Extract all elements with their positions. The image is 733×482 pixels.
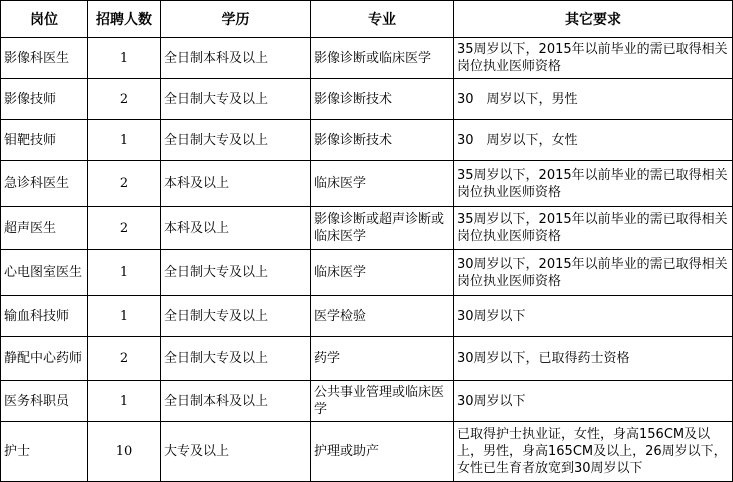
cell-major: 护理或助产: [311, 422, 454, 482]
header-count: 招聘人数: [88, 1, 161, 38]
cell-requirements: 35周岁以下，2015年以前毕业的需已取得相关岗位执业医师资格: [454, 38, 733, 79]
cell-count: 2: [88, 337, 161, 381]
cell-position: 医务科职员: [1, 381, 88, 422]
cell-count: 1: [88, 120, 161, 161]
cell-requirements: 30 周岁以下，女性: [454, 120, 733, 161]
cell-position: 影像技师: [1, 79, 88, 120]
header-requirements: 其它要求: [454, 1, 733, 38]
cell-education: 全日制大专及以上: [161, 79, 311, 120]
cell-position: 心电图室医生: [1, 250, 88, 296]
cell-education: 大专及以上: [161, 422, 311, 482]
cell-major: 临床医学: [311, 161, 454, 207]
cell-major: 药学: [311, 337, 454, 381]
table-row: [1, 250, 733, 296]
table-header-row: [1, 1, 733, 38]
cell-education: 全日制大专及以上: [161, 250, 311, 296]
cell-position: 超声医生: [1, 207, 88, 250]
cell-requirements: 30周岁以下: [454, 381, 733, 422]
table-row: [1, 296, 733, 337]
cell-education: 本科及以上: [161, 161, 311, 207]
cell-major: 影像诊断技术: [311, 120, 454, 161]
cell-major: 影像诊断或临床医学: [311, 38, 454, 79]
table-row: [1, 337, 733, 381]
cell-requirements: 35周岁以下，2015年以前毕业的需已取得相关岗位执业医师资格: [454, 207, 733, 250]
cell-position: 输血科技师: [1, 296, 88, 337]
table-row: [1, 422, 733, 482]
cell-major: 影像诊断或超声诊断或临床医学: [311, 207, 454, 250]
cell-requirements: 已取得护士执业证，女性，身高156CM及以上，男性，身高165CM及以上，26周岁以下，女性已生育者放宽到30周岁以下: [454, 422, 733, 482]
cell-requirements: 30周岁以下，2015年以前毕业的需已取得相关岗位执业医师资格: [454, 250, 733, 296]
cell-count: 1: [88, 381, 161, 422]
cell-education: 全日制本科及以上: [161, 381, 311, 422]
cell-major: 影像诊断技术: [311, 79, 454, 120]
table-row: [1, 38, 733, 79]
cell-major: 公共事业管理或临床医学: [311, 381, 454, 422]
table-row: [1, 207, 733, 250]
cell-major: 医学检验: [311, 296, 454, 337]
cell-education: 全日制本科及以上: [161, 38, 311, 79]
table-row: [1, 120, 733, 161]
cell-requirements: 30 周岁以下，男性: [454, 79, 733, 120]
cell-position: 护士: [1, 422, 88, 482]
cell-count: 1: [88, 38, 161, 79]
cell-education: 全日制大专及以上: [161, 337, 311, 381]
header-major: 专业: [311, 1, 454, 38]
cell-requirements: 35周岁以下，2015年以前毕业的需已取得相关岗位执业医师资格: [454, 161, 733, 207]
cell-count: 2: [88, 207, 161, 250]
cell-count: 2: [88, 161, 161, 207]
cell-requirements: 30周岁以下，已取得药士资格: [454, 337, 733, 381]
cell-count: 2: [88, 79, 161, 120]
table-row: [1, 161, 733, 207]
cell-requirements: 30周岁以下: [454, 296, 733, 337]
cell-education: 全日制大专及以上: [161, 296, 311, 337]
cell-position: 钼靶技师: [1, 120, 88, 161]
header-position: 岗位: [1, 1, 88, 38]
cell-education: 全日制大专及以上: [161, 120, 311, 161]
cell-count: 1: [88, 250, 161, 296]
table-row: [1, 381, 733, 422]
cell-position: 影像科医生: [1, 38, 88, 79]
cell-position: 急诊科医生: [1, 161, 88, 207]
cell-education: 本科及以上: [161, 207, 311, 250]
cell-count: 1: [88, 296, 161, 337]
header-education: 学历: [161, 1, 311, 38]
cell-count: 10: [88, 422, 161, 482]
cell-position: 静配中心药师: [1, 337, 88, 381]
cell-major: 临床医学: [311, 250, 454, 296]
table-row: [1, 79, 733, 120]
